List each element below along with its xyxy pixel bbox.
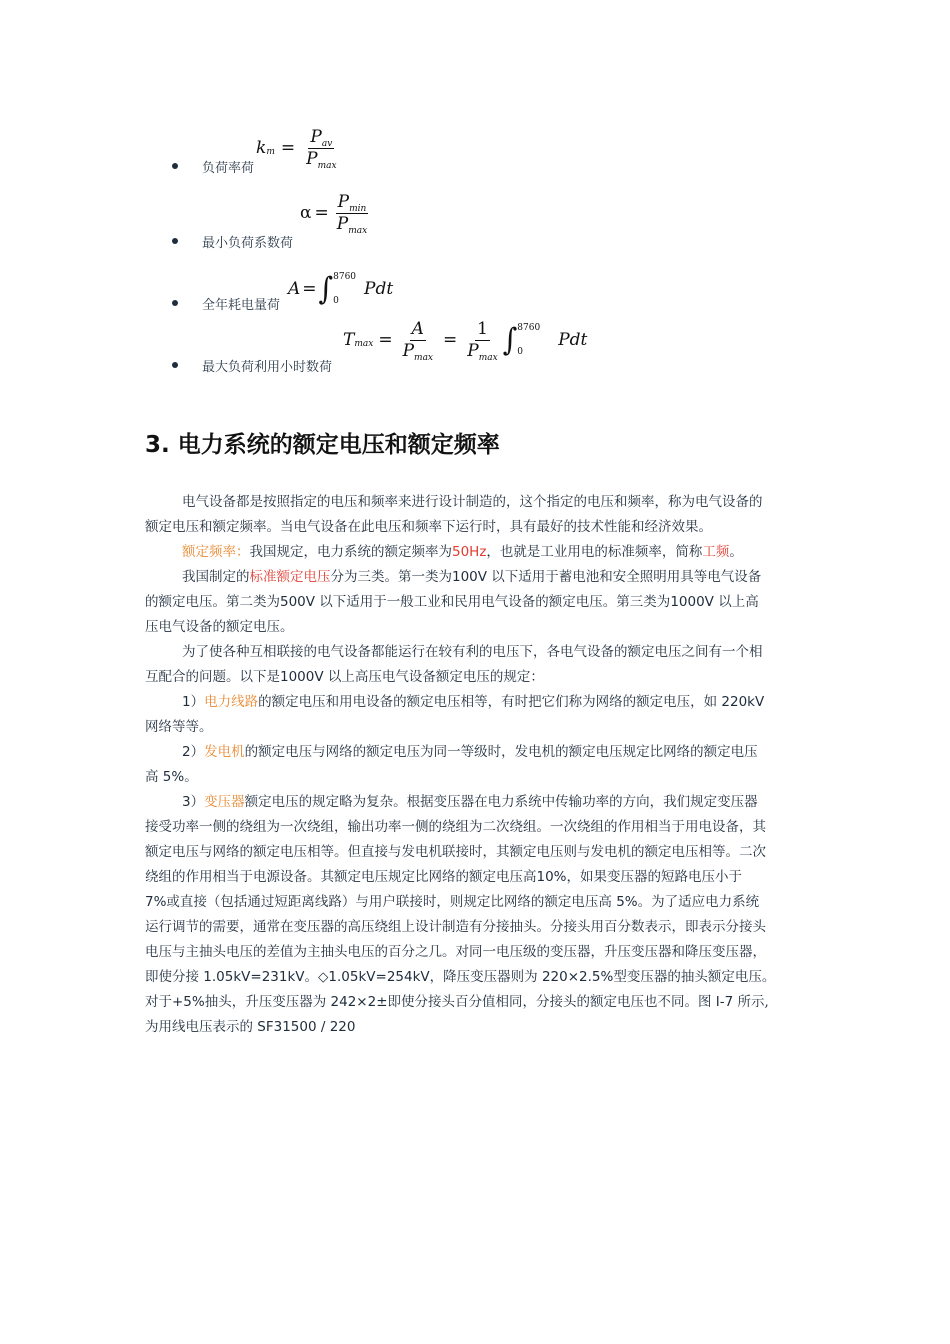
paragraph-line: 的额定电压。第二类为500V 以下适用于一般工业和民用电气设备的额定电压。第三类为1000V 以上高: [145, 594, 759, 610]
term-highlight: 工频: [702, 544, 730, 560]
paragraph-line: 2）发电机的额定电压与网络的额定电压为同一等级时，发电机的额定电压规定比网络的额定电压: [182, 744, 758, 760]
term-highlight: 变压器: [204, 794, 245, 810]
paragraph-line: 额定电压和额定频率。当电气设备在此电压和频率下运行时，具有最好的技术性能和经济效果。: [145, 519, 712, 535]
max-load-hours-formula: T max = $\frac{A}{P_{max}}$ = $\frac{1}{P_{max}}$ ∫ 8760 0 Pdt: [343, 319, 588, 363]
list-item-label: 全年耗电量荷: [202, 298, 281, 313]
paragraph-line: 为用线电压表示的 SF31500 / 220: [145, 1019, 356, 1035]
annual-energy-formula: A = ∫ 8760 0 Pdt: [288, 270, 394, 307]
paragraph-line: 3）变压器额定电压的规定略为复杂。根据变压器在电力系统中传输功率的方向，我们规定变压器: [182, 794, 758, 810]
body-text: [145, 490, 805, 1040]
list-item-label: 最小负荷系数荷: [202, 236, 294, 251]
paragraph-line: 高 5%。: [145, 769, 198, 785]
load-rate-formula: k m = $\frac{P_{av}}{P_{max}}$: [256, 127, 337, 171]
paragraph-line: 1）电力线路的额定电压和用电设备的额定电压相等，有时把它们称为网络的额定电压，如 220kV: [182, 694, 765, 710]
paragraph-line: 电压与主抽头电压的差值为主抽头电压的百分之几。对同一电压级的变压器，升压变压器和降压变压器，: [145, 944, 766, 960]
paragraph-line: 额定频率：我国规定，电力系统的额定频率为50Hz，也就是工业用电的标准频率，简称工频。: [182, 544, 743, 560]
term-highlight: 发电机: [204, 744, 245, 760]
paragraph-line: 互配合的问题。以下是1000V 以上高压电气设备额定电压的规定：: [145, 669, 544, 685]
bullet-icon: [172, 300, 178, 306]
term-highlight: 标准额定电压: [249, 569, 331, 585]
paragraph-line: 电气设备都是按照指定的电压和频率来进行设计制造的，这个指定的电压和频率，称为电气设备的: [182, 494, 763, 510]
paragraph-line: 运行调节的需要，通常在变压器的高压绕组上设计制造有分接抽头。分接头用百分数表示，即表示分接头: [145, 919, 766, 935]
paragraph-line: 我国制定的标准额定电压分为三类。第一类为100V 以下适用于蓄电池和安全照明用具等电气设备: [182, 569, 762, 585]
bullet-icon: [172, 163, 178, 169]
paragraph-line: 接受功率一侧的绕组为一次绕组，输出功率一侧的绕组为二次绕组。一次绕组的作用相当于用电设备，其: [145, 819, 766, 835]
term-highlight: 电力线路: [204, 694, 259, 710]
bullet-icon: [172, 362, 178, 368]
paragraph-line: 对于+5%抽头，升压变压器为 242×2±即使分接头百分值相同，分接头的额定电压也不同。图 I-7 所示,: [145, 994, 769, 1010]
paragraph-line: 为了使各种互相联接的电气设备都能运行在较有利的电压下，各电气设备的额定电压之间有一个相: [182, 644, 763, 660]
list-item-label: 负荷率荷: [202, 161, 255, 176]
paragraph-line: 绕组的作用相当于电源设备。其额定电压规定比网络的额定电压高10%，如果变压器的短路电压小于: [145, 869, 743, 885]
bullet-icon: [172, 238, 178, 244]
paragraph-line: 压电气设备的额定电压。: [145, 619, 294, 635]
min-load-coefficient-formula: α = $\frac{P_{min}}{P_{max}}$: [300, 192, 368, 236]
term-label: 额定频率：: [182, 544, 250, 560]
paragraph-line: 7%或直接（包括通过短距离线路）与用户联接时，则规定比网络的额定电压高 5%。为了适应电力系统: [145, 894, 760, 910]
integral-icon: ∫: [502, 321, 518, 358]
integral-icon: ∫: [318, 270, 334, 307]
paragraph-line: 即使分接 1.05kV=231kV。◇1.05kV=254kV，降压变压器则为 220×2.5%型变压器的抽头额定电压。: [145, 969, 776, 985]
section-heading: 3. 电力系统的额定电压和额定频率: [145, 432, 500, 458]
paragraph-line: 网络等等。: [145, 719, 213, 735]
paragraph-line: 额定电压与网络的额定电压相等。但直接与发电机联接时，其额定电压则与发电机的额定电压相等。二次: [145, 844, 766, 860]
list-item-label: 最大负荷利用小时数荷: [202, 360, 333, 375]
